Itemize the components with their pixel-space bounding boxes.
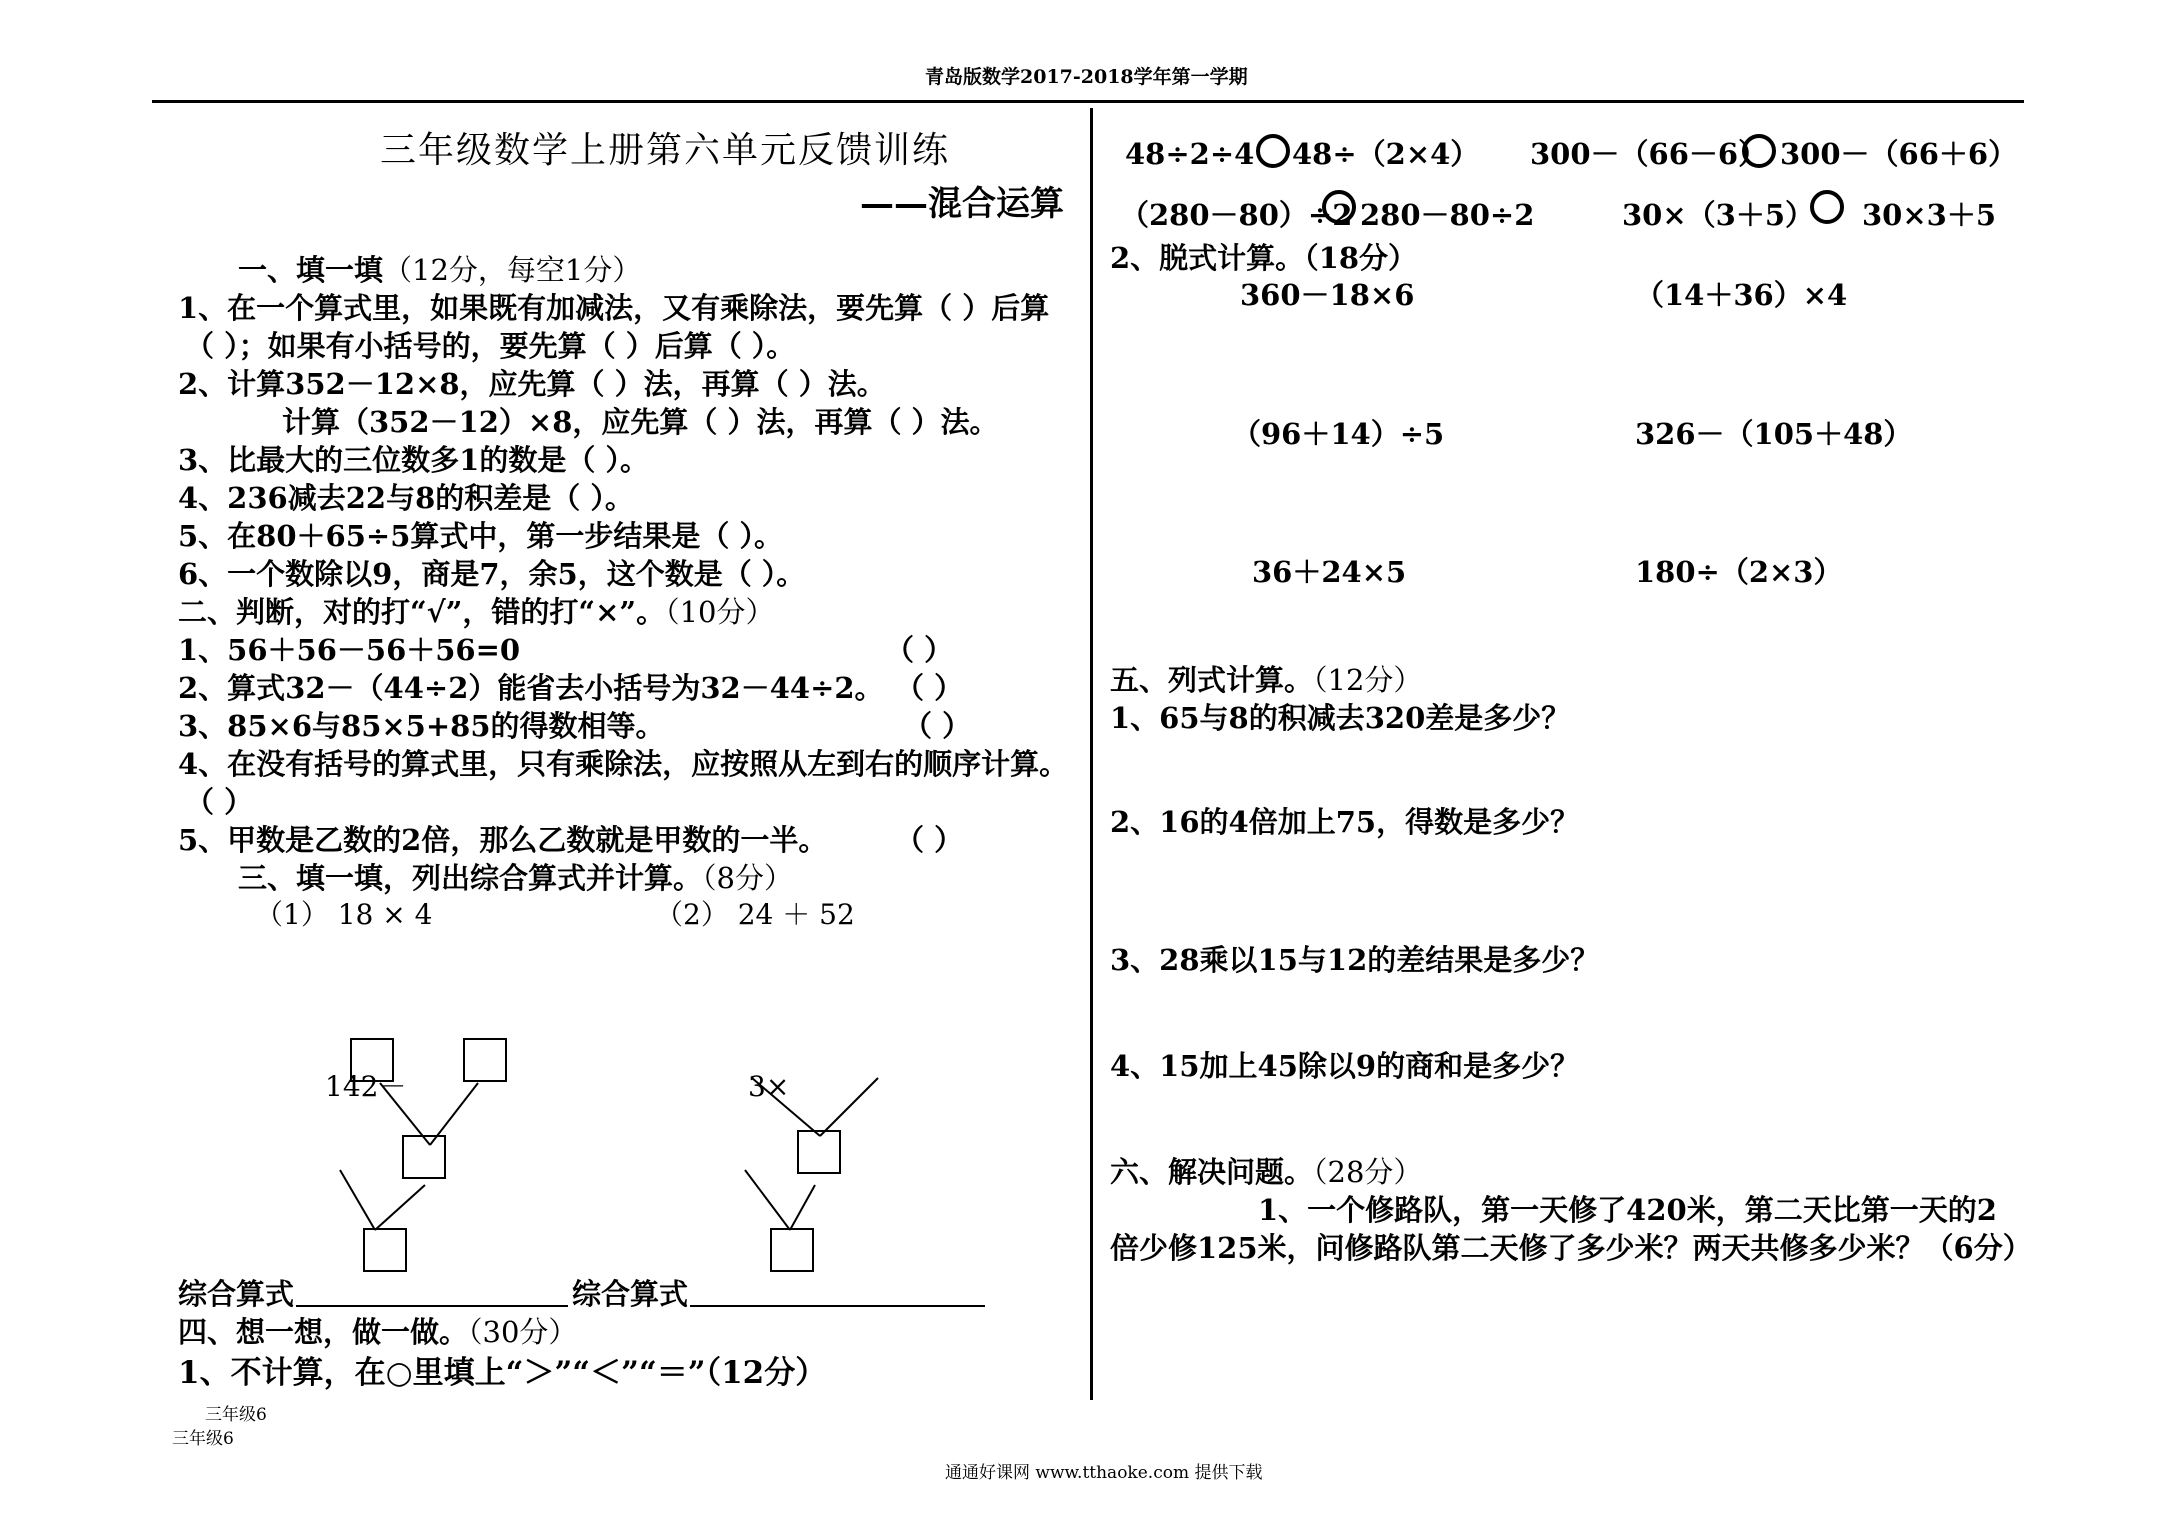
- s2-heading: 二、判断，对的打“√”，错的打“×”。（10分）: [178, 595, 775, 629]
- s4-q1: 1、不计算，在○里填上“＞”“＜”“＝”（12分）: [178, 1355, 827, 1391]
- compare2-left: 300－（66－6）: [1530, 137, 1768, 171]
- compare1-circle[interactable]: [1256, 134, 1290, 168]
- tree1-operator: 142－: [325, 1070, 407, 1103]
- s1-line3: 2、计算352－12×8，应先算（ ）法，再算（ ）法。: [178, 367, 886, 401]
- calculation-tree-lines: [0, 0, 1090, 1300]
- page-header: 青岛版数学2017-2018学年第一学期: [925, 66, 1248, 88]
- compare1-right: 48÷（2×4）: [1292, 137, 1480, 171]
- compare2-circle[interactable]: [1742, 134, 1776, 168]
- s4-heading: 四、想一想，做一做。（30分）: [178, 1315, 578, 1349]
- s5-q3: 3、28乘以15与12的差结果是多少？: [1110, 943, 1600, 977]
- s2-q5-answer[interactable]: （ ）: [895, 823, 964, 857]
- s1-line7: 5、在80＋65÷5算式中，第一步结果是（ ）。: [178, 519, 783, 553]
- s1-line8: 6、一个数除以9，商是7，余5，这个数是（ ）。: [178, 557, 806, 591]
- compare4-right: 30×3＋5: [1862, 198, 1997, 232]
- s2-q1: 1、56＋56－56＋56=0: [178, 633, 521, 667]
- expr-3: （96＋14）÷5: [1232, 417, 1445, 451]
- s2-q2: 2、算式32－（44÷2）能省去小括号为32－44÷2。: [178, 671, 884, 705]
- tree2-bottom-box[interactable]: [770, 1228, 814, 1272]
- s1-line5: 3、比最大的三位数多1的数是（ ）。: [178, 443, 649, 477]
- s1-line1: 1、在一个算式里，如果既有加减法，又有乘除法，要先算（ ）后算: [178, 291, 1050, 325]
- s3-heading: 三、填一填，列出综合算式并计算。（8分）: [238, 861, 793, 895]
- s1-heading: 一、填一填（12分，每空1分）: [238, 253, 642, 287]
- compare3-circle[interactable]: [1322, 190, 1356, 224]
- expr-4: 326－（105＋48）: [1635, 417, 1913, 451]
- footer-label-2: 三年级6: [172, 1429, 234, 1449]
- compare4-circle[interactable]: [1810, 190, 1844, 224]
- formula-answer-line-2[interactable]: [690, 1305, 985, 1307]
- s3-problem2: （2） 24 ＋ 52: [655, 898, 855, 931]
- expr-6: 180÷（2×3）: [1635, 555, 1843, 589]
- footer-label-1: 三年级6: [205, 1405, 267, 1425]
- s2-q2-answer[interactable]: （ ）: [895, 671, 964, 705]
- compare3-left: （280－80）÷2: [1120, 198, 1353, 232]
- tree1-bottom-box[interactable]: [363, 1228, 407, 1272]
- s2-q1-answer[interactable]: （ ）: [885, 633, 954, 667]
- page-title: 三年级数学上册第六单元反馈训练: [380, 130, 951, 171]
- page-subtitle: ——混合运算: [860, 184, 1064, 224]
- formula-label-1: 综合算式: [178, 1277, 295, 1311]
- s1-line2: （ ）；如果有小括号的，要先算（ ）后算（ ）。: [185, 329, 796, 363]
- expr-5: 36＋24×5: [1252, 555, 1407, 589]
- compare3-right: 280－80÷2: [1360, 198, 1535, 232]
- compare1-left: 48÷2÷4: [1125, 137, 1255, 171]
- s1-line4: 计算（352－12）×8，应先算（ ）法，再算（ ）法。: [282, 405, 999, 439]
- tree1-top-right-box[interactable]: [463, 1038, 507, 1082]
- tree2-operator: 3×: [748, 1070, 790, 1103]
- footer-site: 通通好课网 www.tthaoke.com 提供下载: [945, 1463, 1263, 1483]
- s2-q5: 5、甲数是乙数的2倍，那么乙数就是甲数的一半。: [178, 823, 828, 857]
- tree2-middle-box[interactable]: [797, 1130, 841, 1174]
- formula-label-2: 综合算式: [572, 1277, 689, 1311]
- compare4-left: 30×（3＋5）: [1622, 198, 1815, 232]
- expr-2: （14＋36）×4: [1635, 278, 1848, 312]
- s2-q3: 3、85×6与85×5+85的得数相等。: [178, 709, 665, 743]
- s2-q3-answer[interactable]: （ ）: [903, 709, 972, 743]
- expr-1: 360－18×6: [1240, 278, 1415, 312]
- s6-q1-line1: 1、一个修路队，第一天修了420米，第二天比第一天的2: [1258, 1193, 1997, 1227]
- s5-q2: 2、16的4倍加上75，得数是多少？: [1110, 805, 1580, 839]
- s5-q1: 1、65与8的积减去320差是多少？: [1110, 701, 1571, 735]
- s5-q4: 4、15加上45除以9的商和是多少？: [1110, 1049, 1580, 1083]
- s4-q2: 2、脱式计算。（18分）: [1110, 241, 1418, 275]
- tree1-middle-box[interactable]: [402, 1135, 446, 1179]
- formula-answer-line-1[interactable]: [296, 1305, 568, 1307]
- s6-heading: 六、解决问题。（28分）: [1110, 1155, 1423, 1189]
- s1-line6: 4、236减去22与8的积差是（ ）。: [178, 481, 634, 515]
- s5-heading: 五、列式计算。（12分）: [1110, 663, 1423, 697]
- s2-q4-answer[interactable]: （ ）: [185, 785, 254, 819]
- s3-problem1: （1） 18 × 4: [255, 898, 433, 931]
- s6-q1-line2: 倍少修125米，问修路队第二天修了多少米？两天共修多少米？（6分）: [1110, 1231, 2032, 1265]
- s2-q4: 4、在没有括号的算式里，只有乘除法，应按照从左到右的顺序计算。: [178, 747, 1069, 781]
- compare2-right: 300－（66＋6）: [1780, 137, 2018, 171]
- column-divider: [1090, 108, 1093, 1400]
